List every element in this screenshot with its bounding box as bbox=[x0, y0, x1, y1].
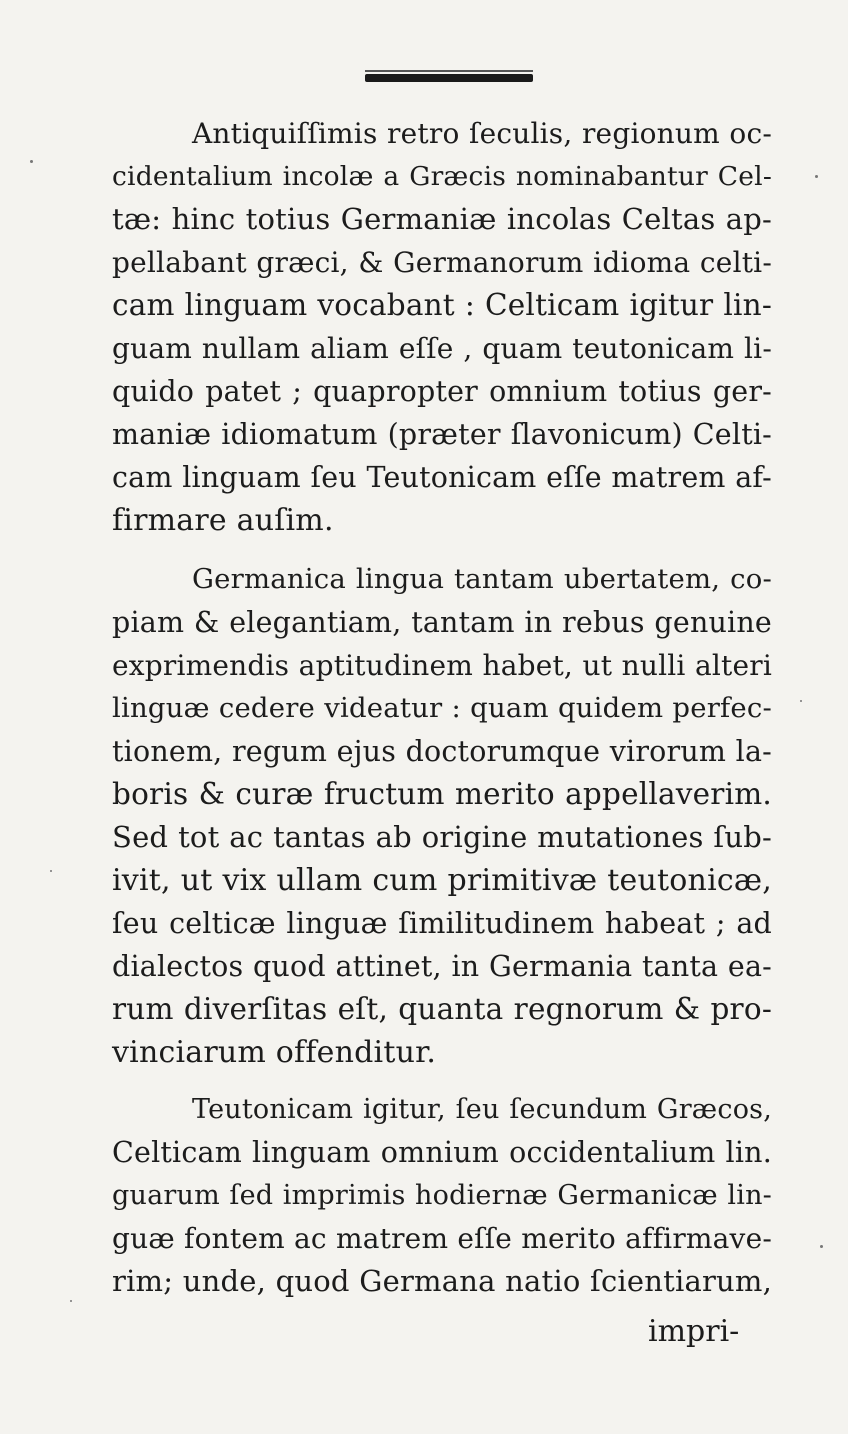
text-line: rum diverſitas eſt, quanta regnorum & pro- bbox=[112, 992, 772, 1026]
text-line: tæ: hinc totius Germaniæ incolas Celtas ap- bbox=[112, 202, 772, 236]
text-line: Teutonicam igitur, ſeu ſecundum Græcos, bbox=[192, 1094, 772, 1125]
text-line: maniæ idiomatum (præter ſlavonicum) Celti- bbox=[112, 418, 772, 451]
text-line: ſeu celticæ linguæ ſimilitudinem habeat ; ad bbox=[112, 907, 772, 940]
text-line: quido patet ; quapropter omnium totius ger- bbox=[112, 375, 772, 408]
paragraph-1 bbox=[112, 112, 772, 542]
text-line: guæ fontem ac matrem eſſe merito affirmave- bbox=[112, 1222, 772, 1255]
text-line: guarum ſed imprimis hodiernæ Germanicæ lin- bbox=[112, 1180, 772, 1211]
scan-speck bbox=[820, 1245, 823, 1248]
text-line: linguæ cedere videatur : quam quidem perfec- bbox=[112, 692, 772, 724]
text-line: tionem, regum ejus doctorumque virorum la- bbox=[112, 735, 772, 768]
text-line: ivit, ut vix ullam cum primitivæ teutonicæ, bbox=[112, 863, 772, 898]
text-line: Germanica lingua tantam ubertatem, co- bbox=[192, 563, 772, 595]
text-line: Celticam linguam omnium occidentalium lin. bbox=[112, 1136, 772, 1169]
text-line: boris & curæ fructum merito appellaverim. bbox=[112, 777, 772, 811]
text-line: vinciarum offenditur. bbox=[112, 1035, 437, 1070]
scan-speck bbox=[800, 700, 802, 702]
text-line: cam linguam ſeu Teutonicam eſſe matrem af- bbox=[112, 461, 772, 494]
paragraph-2 bbox=[112, 558, 772, 1074]
text-line: dialectos quod attinet, in Germania tanta ea- bbox=[112, 950, 772, 983]
ornament-thick-bar bbox=[365, 74, 533, 82]
text-line: cam linguam vocabant : Celticam igitur lin- bbox=[112, 288, 772, 322]
text-line: rim; unde, quod Germana natio ſcientiarum, bbox=[112, 1264, 772, 1298]
text-line: Sed tot ac tantas ab origine mutationes ſub- bbox=[112, 820, 772, 854]
text-line: guam nullam aliam eſſe , quam teutonicam li- bbox=[112, 332, 772, 365]
text-line: firmare auſim. bbox=[112, 503, 334, 538]
catchword: impri- bbox=[648, 1314, 740, 1349]
text-line: exprimendis aptitudinem habet, ut nulli alteri bbox=[112, 649, 772, 682]
scan-speck bbox=[50, 870, 52, 872]
scan-speck bbox=[70, 1300, 72, 1302]
text-line: Antiquiſſimis retro ſeculis, regionum oc- bbox=[192, 117, 772, 150]
ornament-thin-line bbox=[365, 70, 533, 72]
scan-speck bbox=[30, 160, 33, 163]
paragraph-3 bbox=[112, 1088, 772, 1303]
text-line: piam & elegantiam, tantam in rebus genuine bbox=[112, 606, 772, 639]
text-line: pellabant græci, & Germanorum idioma celti- bbox=[112, 246, 772, 279]
scan-speck bbox=[815, 175, 818, 178]
text-line: cidentalium incolæ a Græcis nominabantur Cel- bbox=[112, 161, 772, 192]
header-ornament-rule bbox=[365, 70, 533, 84]
